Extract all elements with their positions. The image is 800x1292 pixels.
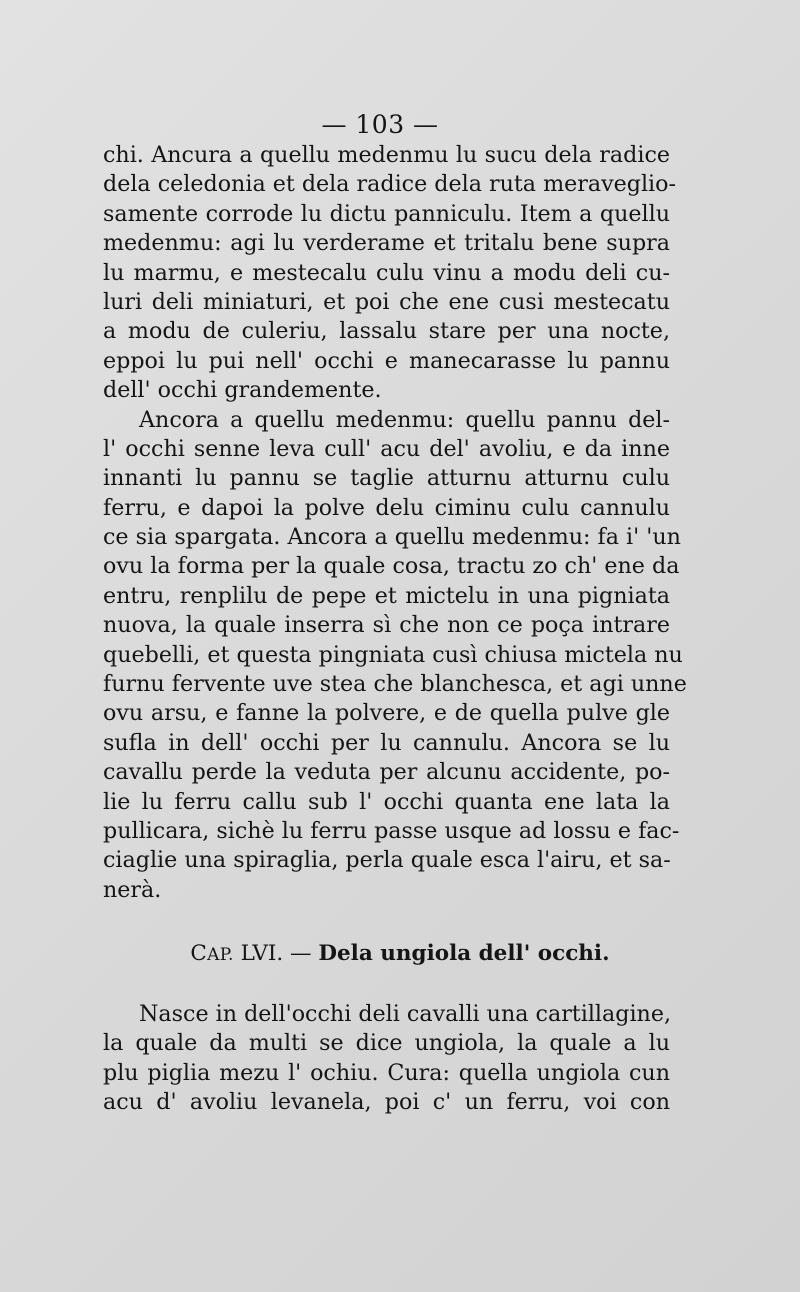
text-line: entru, renplilu de pepe et mictelu in una pigniata [103,582,670,609]
body-text [103,141,687,905]
chapter-number: LVI. — [240,941,312,966]
text-line: l' occhi senne leva cull' acu del' avoliu, e da inne [103,435,670,462]
text-line: la quale da multi se dice ungiola, la quale a lu [103,1030,670,1057]
text-line: luri deli miniaturi, et poi che ene cusi mestecatu [103,288,670,315]
chapter-heading [0,941,800,966]
text-line: samente corrode lu dictu panniculu. Item a quellu [103,200,670,227]
text-line: nerà. [103,876,162,903]
text-line: pullicara, sichè lu ferru passe usque ad lossu e fac- [103,817,680,844]
text-line: furnu fervente uve stea che blanchesca, et agi unne [103,671,687,698]
text-line: nuova, la quale inserra sì che non ce poça intrare [103,612,670,639]
text-line: quebelli, et questa pingniata cusì chiusa mictela nu [103,641,683,668]
text-line: medenmu: agi lu verderame et tritalu bene supra [103,230,670,257]
text-line: sufla in dell' occhi per lu cannulu. Ancora se lu [103,729,670,756]
text-line: plu piglia mezu l' ochiu. Cura: quella ungiola cun [103,1059,670,1086]
text-line: eppoi lu pui nell' occhi e manecarasse lu pannu [103,347,670,374]
text-line: chi. Ancura a quellu medenmu lu sucu dela radice [103,142,670,168]
paragraph-2 [103,406,687,906]
text-line: acu d' avoliu levanela, poi c' un ferru, voi con [103,1089,670,1116]
text-line: innanti lu pannu se taglie atturnu atturnu culu [103,465,670,492]
text-line: Nasce in dell'occhi deli cavalli una cartillagine, [139,1001,672,1027]
text-line: ce sia spargata. Ancora a quellu medenmu: fa i' 'un [103,524,681,551]
text-line: a modu de culeriu, lassalu stare per una nocte, [103,318,670,345]
text-line: ciaglie una spiraglia, perla quale esca l'airu, et sa- [103,847,671,874]
text-line: dela celedonia et dela radice dela ruta meraveglio- [103,171,676,198]
text-line: lu marmu, e mestecalu culu vinu a modu deli cu- [103,259,670,286]
text-line: dell' occhi grandemente. [103,377,382,404]
text-line: ovu arsu, e fanne la polvere, e de quella pulve gle [103,700,670,727]
chapter-label-rest: AP. [207,945,234,965]
page-number: — 103 — [321,110,439,139]
chapter-title: Dela ungiola dell' occhi. [318,941,610,966]
text-line: lie lu ferru callu sub l' occhi quanta ene lata la [103,788,670,815]
chapter-label [190,941,233,966]
text-line: ovu la forma per la quale cosa, tractu zo ch' ene da [103,553,680,580]
paragraph-1 [103,141,676,406]
text-line: ferru, e dapoi la polve delu ciminu culu cannulu [103,494,670,521]
text-line: Ancora a quellu medenmu: quellu pannu del- [139,406,670,433]
text-line: cavallu perde la veduta per alcunu accidente, po- [103,759,670,786]
section-text [103,1000,670,1118]
chapter-label-initial: C [190,941,208,966]
